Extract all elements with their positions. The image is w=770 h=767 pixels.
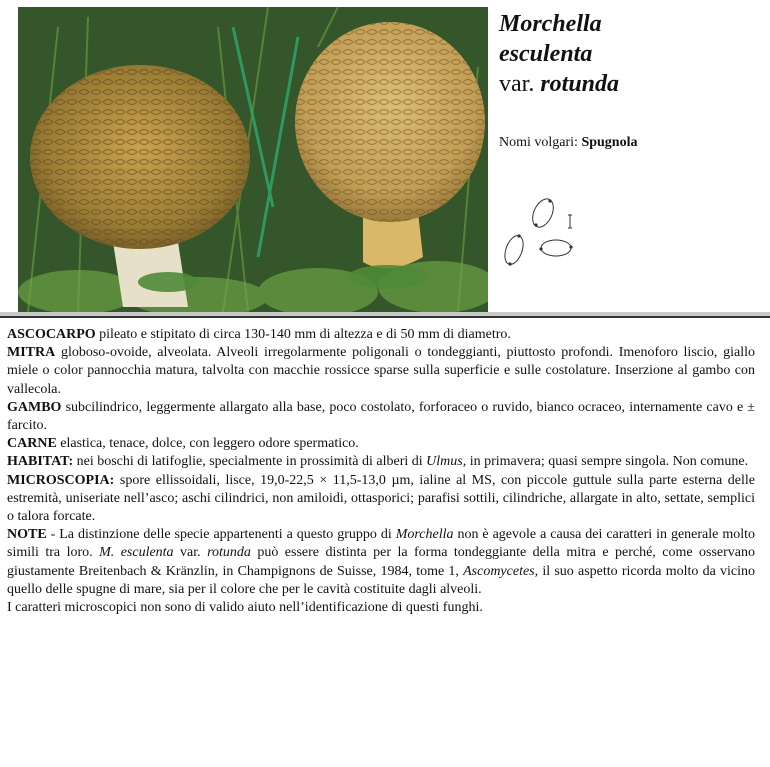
common-names xyxy=(499,135,637,151)
section-carne: CARNE elastica, tenace, dolce, con leggero odore spermatico. xyxy=(7,436,359,452)
common-names-label: Nomi volgari: xyxy=(499,135,578,150)
title-genus: Morchella xyxy=(499,11,602,37)
section-mitra: MITRA globoso-ovoide, alveolata. Alveoli irregolarmente poligonali o tondeggianti, piuttosto profondi. Imenoforo liscio, giallo miele o color pannocchia matura, talvolta con macchie rossicce sparse sulla superficie e sulle costolature. Inserzione al gambo con vallecola. xyxy=(7,345,755,397)
spore-ellipses-icon xyxy=(500,195,590,270)
description-body xyxy=(7,326,755,617)
section-note: NOTE - La distinzione delle specie appartenenti a questo gruppo di Morchella non è agevole a causa dei caratteri in generale molto simili tra loro. M. esculenta var. rotunda può essere distinta per la forma tondeggiante della mitra e perché, come osservano giustamente Breitenbach & Kränzlin, in Champignons de Suisse, 1984, tome 1, Ascomycetes, il suo aspetto ricorda molto da vicino quello delle spugne di mare, sia per il colore che per le cavità costituite dagli alveoli. xyxy=(7,527,755,597)
title-species: esculenta xyxy=(499,41,593,67)
common-name-value: Spugnola xyxy=(581,135,638,150)
section-gambo: GAMBO subcilindrico, leggermente allargato alla base, poco costolato, forforaceo o ruvido, bianco ocraceo, internamente cavo e ± farcito. xyxy=(7,399,755,434)
spore-drawing xyxy=(500,195,590,270)
species-title xyxy=(499,9,759,99)
section-divider xyxy=(0,312,770,318)
section-microscopia: MICROSCOPIA: spore ellissoidali, lisce, 19,0-22,5 × 11,5-13,0 µm, ialine al MS, con piccole guttule sulla parte esterna delle estremità, uniseriate nell’asco; aschi cilindrici, non amiloidi, ottasporici; parafisi sottili, cilindriche, allargate in alto, settate, semplici o talora forcate. xyxy=(7,472,755,525)
section-habitat: HABITAT: nei boschi di latifoglie, specialmente in prossimità di alberi di Ulmus, in primavera; quasi sempre singola. Non comune. xyxy=(7,454,749,470)
mushroom-photo-illustration xyxy=(18,7,488,312)
title-variety: var. rotunda xyxy=(499,71,620,97)
section-ascocarpo: ASCOCARPO pileato e stipitato di circa 130-140 mm di altezza e di 50 mm di diametro. xyxy=(7,327,511,342)
mushroom-photo xyxy=(18,7,488,312)
section-final-note: I caratteri microscopici non sono di valido aiuto nell’identificazione di questi funghi. xyxy=(7,600,483,616)
